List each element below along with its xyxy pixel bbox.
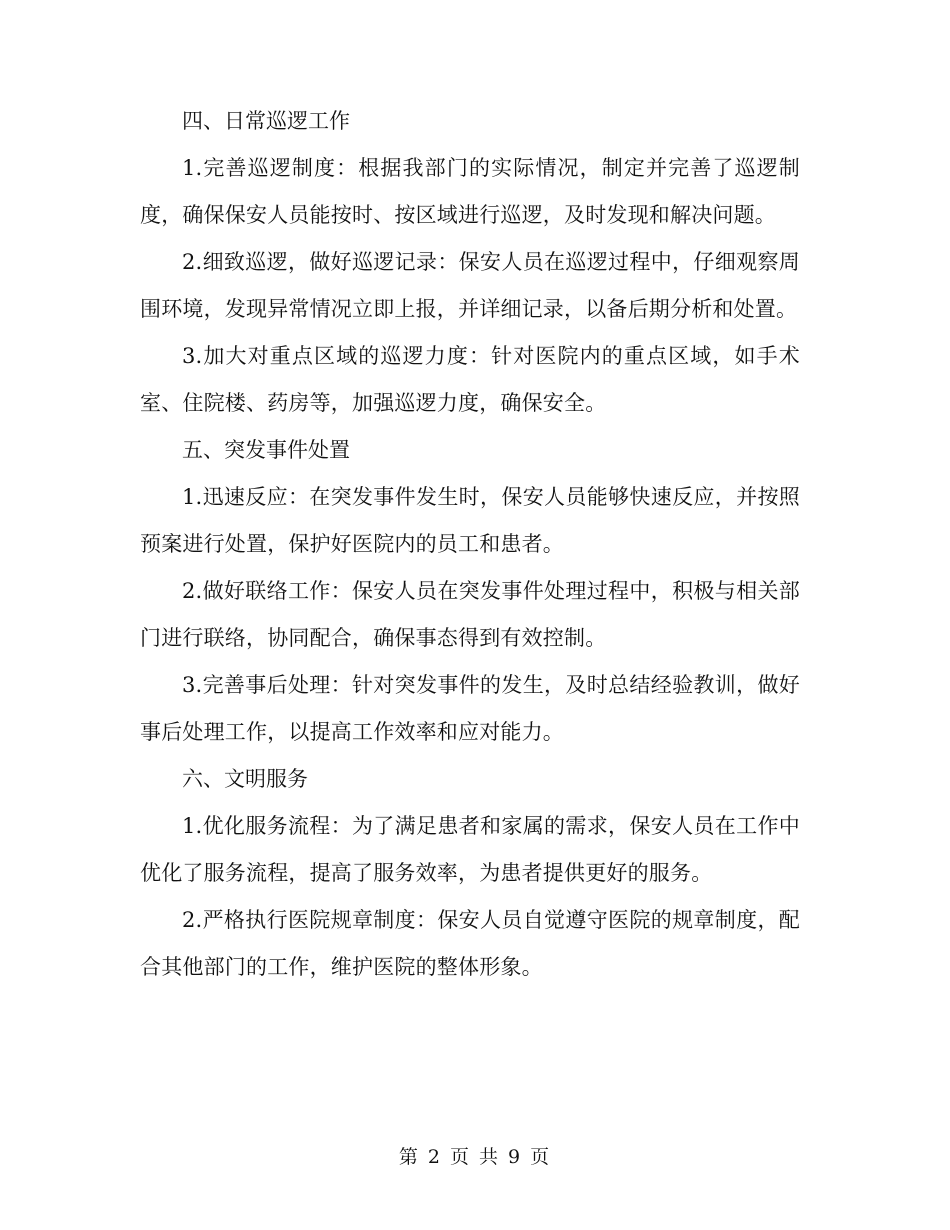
- paragraph: 2.做好联络工作：保安人员在突发事件处理过程中，积极与相关部门进行联络，协同配合，确保事态得到有效控制。: [140, 579, 800, 650]
- paragraph: 1.迅速反应：在突发事件发生时，保安人员能够快速反应，并按照预案进行处置，保护好医院内的员工和患者。: [140, 485, 800, 556]
- document-body: [140, 98, 800, 991]
- section-heading-service: 六、文明服务: [182, 767, 308, 791]
- paragraph: 1.完善巡逻制度：根据我部门的实际情况，制定并完善了巡逻制度，确保保安人员能按时、按区域进行巡逻，及时发现和解决问题。: [140, 156, 800, 227]
- paragraph: 3.完善事后处理：针对突发事件的发生，及时总结经验教训，做好事后处理工作，以提高工作效率和应对能力。: [140, 673, 800, 744]
- paragraph: 3.加大对重点区域的巡逻力度：针对医院内的重点区域，如手术室、住院楼、药房等，加强巡逻力度，确保安全。: [140, 344, 800, 415]
- section-heading-emergency: 五、突发事件处置: [182, 438, 350, 462]
- paragraph: 2.细致巡逻，做好巡逻记录：保安人员在巡逻过程中，仔细观察周围环境，发现异常情况立即上报，并详细记录，以备后期分析和处置。: [140, 250, 800, 321]
- section-heading-patrol: 四、日常巡逻工作: [182, 109, 350, 133]
- paragraph: 1.优化服务流程：为了满足患者和家属的需求，保安人员在工作中优化了服务流程，提高了服务效率，为患者提供更好的服务。: [140, 814, 800, 885]
- paragraph: 2.严格执行医院规章制度：保安人员自觉遵守医院的规章制度，配合其他部门的工作，维护医院的整体形象。: [140, 908, 800, 979]
- page-number-footer: 第 2 页 共 9 页: [398, 1146, 552, 1168]
